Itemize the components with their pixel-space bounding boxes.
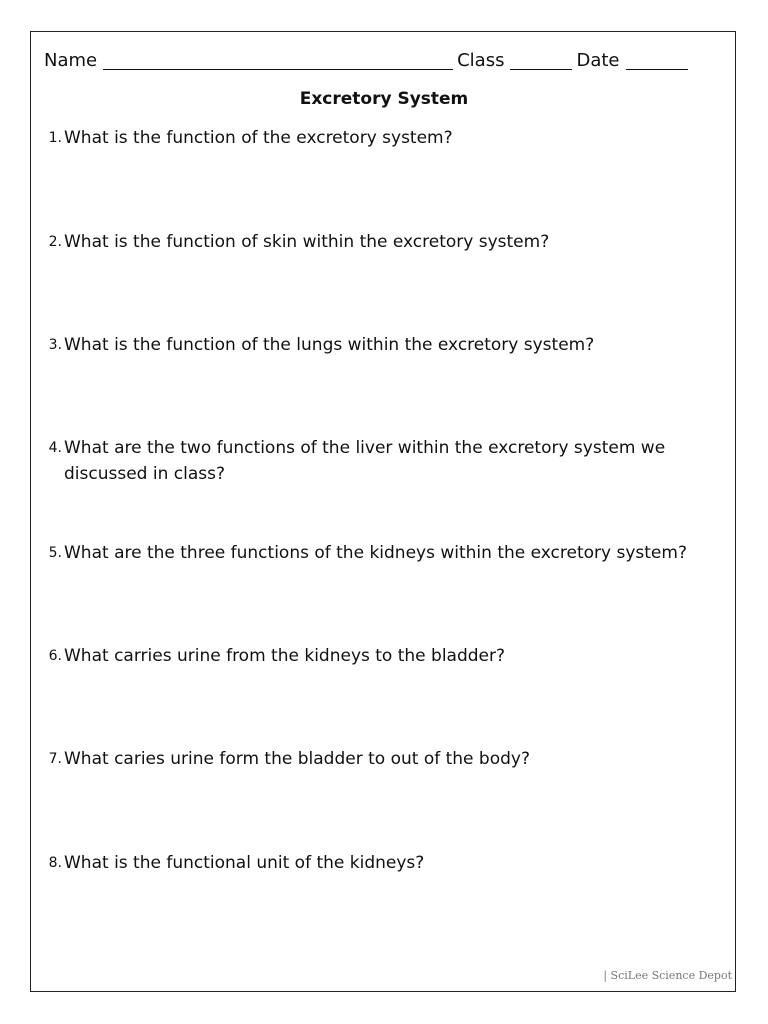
question-number: 4.	[48, 440, 62, 456]
question-number: 3.	[48, 337, 62, 353]
question-text: What caries urine form the bladder to out of the body?	[64, 749, 530, 769]
question-6	[44, 643, 724, 669]
question-text: What is the functional unit of the kidneys?	[64, 853, 425, 873]
question-text: What is the function of the excretory system?	[64, 128, 453, 148]
question-number: 7.	[48, 751, 62, 767]
question-8	[44, 850, 724, 876]
question-number: 6.	[48, 648, 62, 664]
footer-credit: | SciLee Science Depot	[603, 969, 732, 982]
date-label: Date	[576, 50, 620, 71]
question-4	[44, 435, 724, 487]
question-7	[44, 746, 724, 772]
question-number: 2.	[48, 234, 62, 250]
question-number: 8.	[48, 855, 62, 871]
question-text: What carries urine from the kidneys to the bladder?	[64, 646, 506, 666]
name-label: Name	[44, 50, 98, 71]
question-2	[44, 229, 724, 255]
class-label: Class	[457, 50, 505, 71]
name-blank	[103, 51, 453, 70]
question-3	[44, 332, 724, 358]
student-info-header	[44, 46, 720, 72]
question-1	[44, 125, 724, 151]
worksheet-title: Excretory System	[299, 89, 469, 109]
question-number: 5.	[48, 545, 62, 561]
question-text: What is the function of skin within the excretory system?	[64, 232, 550, 252]
question-number: 1.	[48, 130, 62, 146]
question-5	[44, 540, 724, 566]
page-border	[30, 31, 736, 992]
date-blank	[626, 51, 688, 70]
class-blank	[510, 51, 572, 70]
question-text: What are the two functions of the liver within the excretory system we discussed in class?	[64, 438, 666, 484]
question-text: What are the three functions of the kidneys within the excretory system?	[64, 543, 687, 563]
question-text: What is the function of the lungs within the excretory system?	[64, 335, 595, 355]
